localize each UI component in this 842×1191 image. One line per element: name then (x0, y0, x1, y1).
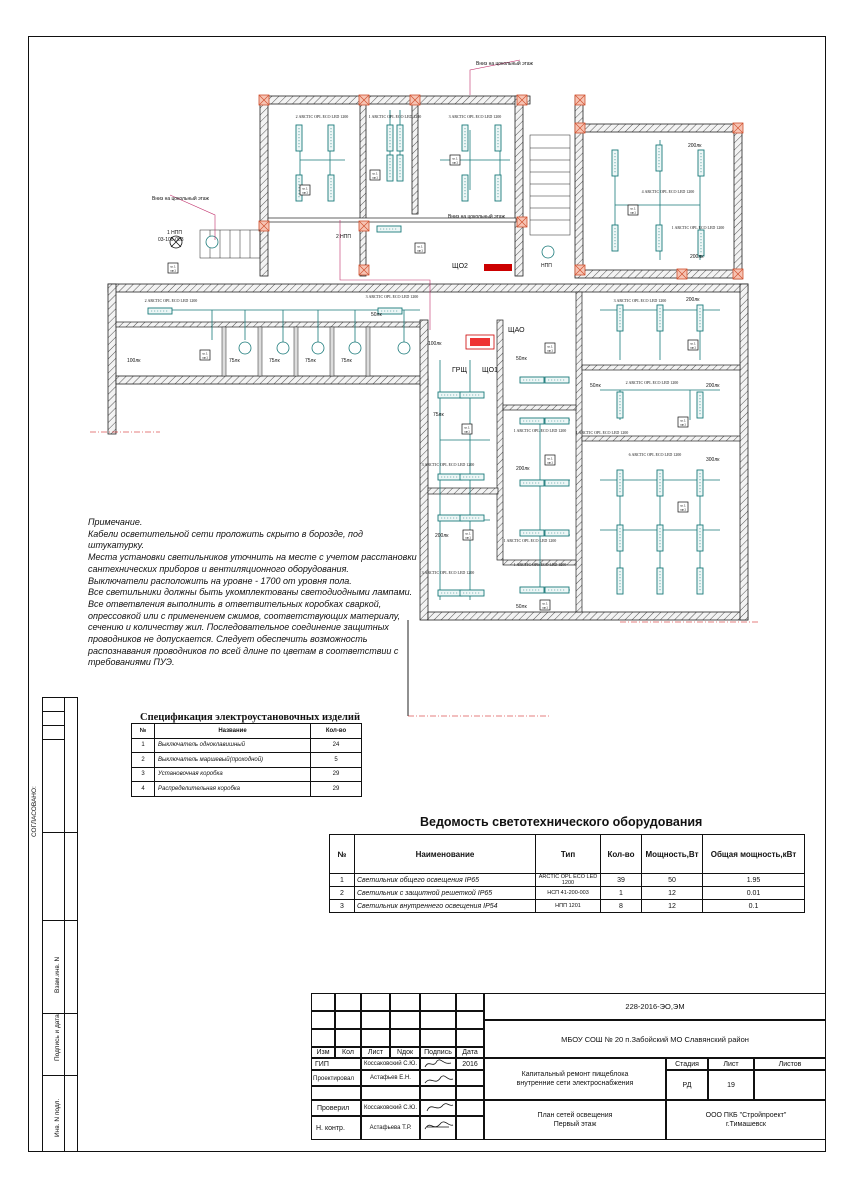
led-cell: 0.1 (703, 900, 805, 913)
label-50lux-a: 50лк (371, 312, 382, 318)
fixture-label-a: 2 ARCTIC OPL ECO LED 1200 (295, 114, 349, 119)
table-row (330, 887, 805, 900)
spec-cell: 29 (311, 782, 362, 797)
led-cell: 12 (642, 900, 703, 913)
spec-cell: 5 (311, 753, 362, 768)
signatures (421, 1055, 455, 1135)
led-cell: Светильник внутреннего освещения IP54 (355, 900, 536, 913)
label-npp-stair: НПП (541, 263, 552, 269)
label-shchao: ЩАО (508, 327, 525, 334)
table-row (132, 782, 362, 797)
sheet-value: 19 (708, 1070, 754, 1100)
led-cell: 3 (330, 900, 355, 913)
work-name: Капитальный ремонт пищеблока внутренние сети электроснабжения (484, 1058, 666, 1100)
table-row (132, 753, 362, 768)
led-cell: 50 (642, 874, 703, 887)
sheets-value (754, 1070, 826, 1100)
led-cell: 0.01 (703, 887, 805, 900)
label-100lux-b: 100лк (428, 341, 442, 347)
stamp-col-change: Изм (311, 1047, 335, 1058)
led-header-qty: Кол-во (601, 835, 642, 874)
led-cell: 8 (601, 900, 642, 913)
role-gip: ГИП (311, 1058, 361, 1070)
table-row (330, 900, 805, 913)
led-header-name: Наименование (355, 835, 536, 874)
led-header-no: № (330, 835, 355, 874)
name-designer: Астафьев Е.Н. (361, 1070, 420, 1086)
stamp-col-sheet: Лист (361, 1047, 390, 1058)
stage-value: РД (666, 1070, 708, 1100)
label-100lux-a: 100лк (127, 358, 141, 364)
spec-cell: 4 (132, 782, 155, 797)
table-row (132, 767, 362, 782)
stamp-col-date: Дата (456, 1047, 484, 1058)
led-header-type: Тип (536, 835, 601, 874)
note-line: Места установки светильников уточнить на месте с учетом расстановки сантехнических приборов и вентиляционного оборудования. (88, 552, 417, 574)
led-cell: НПП 1201 (536, 900, 601, 913)
spec-cell: 3 (132, 767, 155, 782)
signature-date-label: Подпись и дата (54, 1014, 61, 1061)
sheet-label: Лист (708, 1058, 754, 1070)
notes-heading: Примечание. (88, 517, 143, 527)
label-75lux-d: 75лк (341, 358, 352, 364)
spec-cell: 1 (132, 738, 155, 753)
led-cell: Светильник с защитной решеткой IP65 (355, 887, 536, 900)
fixture-label-e: 2 ARCTIC OPL ECO LED 1200 (144, 298, 198, 303)
object-name: МБОУ СОШ № 20 п.Забойский МО Славянский район (484, 1020, 826, 1058)
note-line: Выключатели расположить на уровне - 1700 от уровня пола. (88, 575, 352, 586)
note-line: Все светильники должны быть укомплектованы светодиодными лампами. (88, 587, 413, 598)
label-50lux-d: 50лк (516, 604, 527, 610)
role-norm-control: Н. контр. (311, 1116, 361, 1140)
label-50lux-c: 50лк (590, 383, 601, 389)
stamp-col-doc: Nдок (390, 1047, 420, 1058)
fixture-label-m: 1 ARCTIC OPL ECO LED 1200 (503, 538, 557, 543)
fixture-label-d: 4 ARCTIC OPL ECO LED 1200 (641, 189, 695, 194)
lighting-equipment-table (329, 834, 805, 913)
led-cell: НСП 41-200-003 (536, 887, 601, 900)
spec-cell: 29 (311, 767, 362, 782)
drawing-name: План сетей освещения Первый этаж (484, 1100, 666, 1140)
general-notes (88, 517, 418, 669)
note-line: Все ответвления выполнить в ответвительных коробках сваркой, опрессовкой или с применением сжимов, соответствующих материалу, сечению и количеству жил. Последовательное соединение защитных проводников не допускается. Следует обеспечить возможность распознавания проводников по всей длине по цветам в соответствии с требованиями ПУЭ. (88, 598, 401, 668)
label-200lux-c: 200лк (686, 297, 700, 303)
label-down-basement-top: Вниз на цокольный этаж (476, 61, 533, 67)
led-header-total: Общая мощность,кВт (703, 835, 805, 874)
label-1npp-type: 03-100-003 (158, 237, 184, 243)
spec-cell: 2 (132, 753, 155, 768)
label-200lux-d: 200лк (706, 383, 720, 389)
spec-header-name: Название (155, 724, 311, 739)
spec-header-qty: Кол-во (311, 724, 362, 739)
label-down-basement-left: Вниз на цокольный этаж (152, 196, 209, 202)
note-line: Кабели осветительной сети проложить скрыто в борозде, под штукатурку. (88, 528, 363, 551)
label-2npp: 2 НПП (336, 234, 351, 240)
stamp-col-qty: Кол (335, 1047, 361, 1058)
label-down-basement-mid: Вниз на цокольный этаж (448, 214, 505, 220)
label-75lux-c: 75лк (305, 358, 316, 364)
fixture-label-p: 1 ARCTIC OPL ECO LED 1200 (671, 225, 725, 230)
label-200lux-e: 200лк (516, 466, 530, 472)
label-grshch: ГРЩ (452, 367, 468, 374)
inv-original-label: Инв. N подл. (54, 1098, 61, 1137)
replaced-inv-label: Взам.инв. N (54, 956, 61, 993)
spec-table (131, 723, 362, 797)
label-75lux-b: 75лк (269, 358, 280, 364)
spec-cell: Выключатель маршевый(проходной) (155, 753, 311, 768)
led-cell: Светильник общего освещения IP65 (355, 874, 536, 887)
table-row (330, 874, 805, 887)
company-name: ООО ПКБ "Стройпроект" г.Тимашевск (666, 1100, 826, 1140)
label-200lux-a: 200лк (688, 143, 702, 149)
label-1npp: 1 НПП (167, 230, 182, 236)
fixture-label-g: 3 ARCTIC OPL ECO LED 1200 (613, 298, 667, 303)
title-block (311, 993, 826, 1140)
fixture-label-h: 2 ARCTIC OPL ECO LED 1200 (625, 380, 679, 385)
fixture-label-c: 3 ARCTIC OPL ECO LED 1200 (448, 114, 502, 119)
led-cell: 12 (642, 887, 703, 900)
fixture-label-n: 3 ARCTIC OPL ECO LED 1200 (421, 570, 475, 575)
table-row (132, 738, 362, 753)
spec-cell: Установочная коробка (155, 767, 311, 782)
spec-title: Спецификация электроустановочных изделий (140, 712, 361, 723)
led-cell: 1.95 (703, 874, 805, 887)
spec-cell: Выключатель одноклавишный (155, 738, 311, 753)
stamp-col-signature: Подпись (420, 1047, 456, 1058)
lighting-equipment-title: Ведомость светотехнического оборудования (420, 815, 703, 829)
led-cell: ARCTIC OPL ECO LED 1200 (536, 874, 601, 887)
label-300lux: 300лк (706, 457, 720, 463)
document-code: 228-2016-ЭО,ЭМ (484, 993, 826, 1020)
label-200lux-f: 200лк (435, 533, 449, 539)
fixture-label-i: 1 ARCTIC OPL ECO LED 1200 (575, 430, 629, 435)
approval-strip (31, 697, 78, 1152)
stair (200, 135, 570, 258)
fixture-label-l: 1 ARCTIC OPL ECO LED 1200 (513, 428, 567, 433)
fixture-label-b: 1 ARCTIC OPL ECO LED 1200 (368, 114, 422, 119)
panels (466, 264, 512, 349)
label-50lux-b: 50лк (516, 356, 527, 362)
led-header-power: Мощность,Вт (642, 835, 703, 874)
label-shcho2: ЩО2 (452, 263, 468, 270)
label-shcho1: ЩО1 (482, 367, 498, 374)
label-200lux-b: 200лк (690, 254, 704, 260)
stamp-year: 2016 (456, 1058, 484, 1070)
led-cell: 39 (601, 874, 642, 887)
led-cell: 1 (601, 887, 642, 900)
fixture-label-j: 6 ARCTIC OPL ECO LED 1200 (628, 452, 682, 457)
fixture-label-f: 3 ARCTIC OPL ECO LED 1200 (365, 294, 419, 299)
led-cell: 1 (330, 874, 355, 887)
role-checker: Проверил (311, 1100, 361, 1116)
sheets-label: Листов (754, 1058, 826, 1070)
role-designer: Проектировал (311, 1070, 361, 1086)
spec-header-no: № (132, 724, 155, 739)
led-cell: 2 (330, 887, 355, 900)
floor-plan: гр.1 шр1 Вниз на цокольный этаж Вниз на цокольный этаж Вниз на цокольный этаж ЩО2 ЩАО ГРЩ ЩО1 НПП 1 НПП 03-100-003 2 НПП 50лк 50лк 50лк 50лк 75лк 75лк 75лк 75лк 75лк 100лк 100лк 200лк 200лк 200лк 200лк 200лк 200лк 300лк 2 ARCTIC OPL ECO LED 1200 1 ARCTIC OPL ECO LED 1200 3 ARCTIC OPL ECO LED 1200 4 ARCTIC OPL ECO LED 1200 2 ARCTIC OPL ECO LED 1200 3 ARCTIC OPL ECO LED 1200 3 ARCTIC OPL ECO LED 1200 2 ARCTIC OPL ECO LED 1200 1 ARCTIC OPL ECO LED 1200 6 ARCTIC OPL ECO LED 1200 3 ARCTIC OPL ECO LED 1200 1 ARCTIC OPL ECO LED 1200 1 ARCTIC OPL ECO LED 1200 3 ARCTIC OPL ECO LED 1200 1 ARCTIC OPL ECO LED 1200 1 ARCTIC OPL ECO LED 1200 (0, 0, 842, 720)
spec-cell: Распределительная коробка (155, 782, 311, 797)
fixture-label-k: 3 ARCTIC OPL ECO LED 1200 (421, 462, 475, 467)
agreed-label: СОГЛАСОВАНО: (31, 786, 38, 837)
name-gip: Коссаковский С.Ю. (361, 1058, 420, 1070)
name-norm-control: Астафьева Т.Р. (361, 1116, 420, 1140)
stage-label: Стадия (666, 1058, 708, 1070)
label-75lux-e: 75лк (433, 412, 444, 418)
fixture-label-o: 1 ARCTIC OPL ECO LED 1200 (513, 562, 567, 567)
label-75lux-a: 75лк (229, 358, 240, 364)
spec-cell: 24 (311, 738, 362, 753)
name-checker: Коссаковский С.Ю. (361, 1100, 420, 1116)
